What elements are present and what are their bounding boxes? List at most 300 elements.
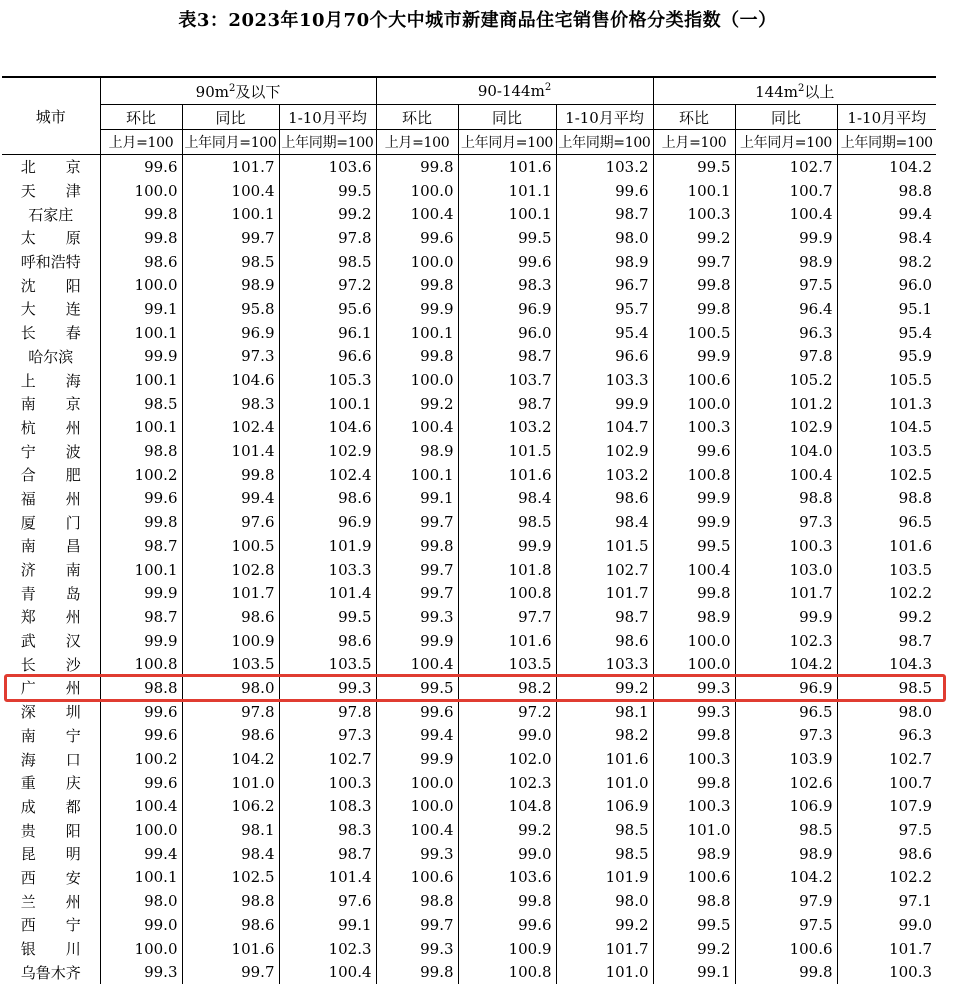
value-cell: 96.9 [735, 676, 837, 700]
value-cell: 99.9 [376, 747, 458, 771]
value-cell: 102.0 [458, 747, 556, 771]
value-cell: 100.1 [279, 392, 376, 416]
value-cell: 99.3 [653, 700, 735, 724]
value-cell: 98.3 [182, 392, 279, 416]
table-row [2, 463, 936, 487]
value-cell: 100.5 [182, 534, 279, 558]
value-cell: 98.9 [376, 439, 458, 463]
metric-header: 环比 [100, 105, 182, 130]
table-row [2, 273, 936, 297]
value-cell: 103.2 [556, 463, 653, 487]
value-cell: 99.8 [653, 297, 735, 321]
metric-header: 1-10月平均 [837, 105, 936, 130]
value-cell: 99.9 [735, 605, 837, 629]
value-cell: 99.1 [279, 913, 376, 937]
value-cell: 99.8 [735, 960, 837, 984]
value-cell: 101.9 [556, 866, 653, 890]
value-cell: 99.6 [100, 700, 182, 724]
value-cell: 100.0 [376, 250, 458, 274]
table-row [2, 297, 936, 321]
value-cell: 99.9 [100, 629, 182, 653]
city-column-header: 城市 [2, 77, 100, 155]
value-cell: 98.4 [458, 487, 556, 511]
city-cell: 成 都 [2, 795, 100, 819]
value-cell: 98.0 [556, 889, 653, 913]
value-cell: 100.0 [376, 179, 458, 203]
value-cell: 96.0 [458, 321, 556, 345]
city-cell: 天 津 [2, 179, 100, 203]
value-cell: 99.6 [100, 487, 182, 511]
value-cell: 100.0 [376, 795, 458, 819]
value-cell: 99.9 [653, 487, 735, 511]
table-row [2, 487, 936, 511]
value-cell: 104.8 [458, 795, 556, 819]
value-cell: 101.6 [182, 937, 279, 961]
city-cell: 昆 明 [2, 842, 100, 866]
table-row [2, 155, 936, 179]
value-cell: 98.9 [182, 273, 279, 297]
city-cell: 上 海 [2, 368, 100, 392]
value-cell: 98.5 [100, 392, 182, 416]
value-cell: 104.2 [182, 747, 279, 771]
value-cell: 99.6 [100, 724, 182, 748]
city-cell: 福 州 [2, 487, 100, 511]
value-cell: 99.5 [279, 605, 376, 629]
value-cell: 99.2 [653, 226, 735, 250]
value-cell: 98.8 [653, 889, 735, 913]
value-cell: 100.4 [182, 179, 279, 203]
value-cell: 104.6 [182, 368, 279, 392]
table-row [2, 439, 936, 463]
value-cell: 100.8 [458, 960, 556, 984]
value-cell: 102.7 [279, 747, 376, 771]
value-cell: 98.8 [376, 889, 458, 913]
value-cell: 100.1 [100, 558, 182, 582]
value-cell: 98.5 [735, 818, 837, 842]
value-cell: 99.2 [279, 202, 376, 226]
value-cell: 98.8 [735, 487, 837, 511]
value-cell: 99.2 [653, 937, 735, 961]
base-header-row [2, 130, 936, 155]
value-cell: 98.8 [100, 676, 182, 700]
value-cell: 99.1 [376, 487, 458, 511]
city-cell: 郑 州 [2, 605, 100, 629]
value-cell: 99.5 [376, 676, 458, 700]
value-cell: 102.8 [182, 558, 279, 582]
city-cell: 海 口 [2, 747, 100, 771]
value-cell: 99.1 [653, 960, 735, 984]
value-cell: 96.4 [735, 297, 837, 321]
value-cell: 103.9 [735, 747, 837, 771]
table-row [2, 510, 936, 534]
value-cell: 102.7 [889, 750, 933, 769]
base-header: 上月=100 [100, 130, 182, 155]
value-cell: 100.3 [653, 747, 735, 771]
value-cell: 100.3 [735, 534, 837, 558]
value-cell: 103.6 [458, 866, 556, 890]
value-cell: 99.9 [653, 345, 735, 369]
city-cell: 西 安 [2, 866, 100, 890]
value-cell: 99.6 [556, 179, 653, 203]
city-cell: 北 京 [2, 155, 100, 179]
value-cell: 98.6 [279, 487, 376, 511]
value-cell: 99.0 [458, 842, 556, 866]
value-cell: 97.8 [279, 700, 376, 724]
value-cell: 100.1 [100, 866, 182, 890]
value-cell: 100.8 [100, 652, 182, 676]
value-cell: 98.8 [898, 181, 933, 200]
value-cell: 97.2 [279, 273, 376, 297]
value-cell: 99.7 [376, 510, 458, 534]
value-cell: 101.6 [889, 536, 933, 555]
group-header-row [2, 77, 936, 105]
value-cell: 102.5 [889, 465, 933, 484]
city-cell: 宁 波 [2, 439, 100, 463]
value-cell: 102.4 [279, 463, 376, 487]
value-cell: 102.3 [458, 771, 556, 795]
city-cell: 济 南 [2, 558, 100, 582]
table-row [2, 771, 936, 795]
value-cell: 101.7 [889, 939, 933, 958]
value-cell: 99.9 [458, 534, 556, 558]
city-cell: 南 宁 [2, 724, 100, 748]
value-cell: 105.5 [889, 371, 933, 390]
city-cell: 哈尔滨 [2, 345, 100, 369]
value-cell: 98.6 [182, 724, 279, 748]
value-cell: 95.8 [182, 297, 279, 321]
value-cell: 103.3 [556, 368, 653, 392]
value-cell: 101.5 [458, 439, 556, 463]
metric-header: 1-10月平均 [556, 105, 653, 130]
value-cell: 99.4 [100, 842, 182, 866]
value-cell: 98.2 [556, 724, 653, 748]
value-cell: 104.7 [556, 416, 653, 440]
value-cell: 96.9 [458, 297, 556, 321]
value-cell: 100.3 [653, 202, 735, 226]
value-cell: 96.5 [898, 513, 933, 532]
city-cell: 石家庄 [2, 202, 100, 226]
value-cell: 98.9 [735, 250, 837, 274]
value-cell: 100.1 [653, 179, 735, 203]
value-cell: 102.3 [735, 629, 837, 653]
value-cell: 102.7 [556, 558, 653, 582]
value-cell: 100.6 [376, 866, 458, 890]
value-cell: 99.8 [653, 771, 735, 795]
value-cell: 101.8 [458, 558, 556, 582]
value-cell: 98.0 [898, 702, 933, 721]
table-row [2, 629, 936, 653]
value-cell: 98.1 [556, 700, 653, 724]
value-cell: 100.5 [653, 321, 735, 345]
value-cell: 99.6 [100, 155, 182, 179]
table-row [2, 534, 936, 558]
value-cell: 100.0 [653, 652, 735, 676]
value-cell: 98.7 [556, 605, 653, 629]
value-cell: 99.3 [100, 960, 182, 984]
value-cell: 99.8 [376, 155, 458, 179]
value-cell: 98.5 [458, 510, 556, 534]
base-header: 上年同期=100 [837, 130, 936, 155]
value-cell: 100.4 [653, 558, 735, 582]
value-cell: 95.4 [898, 323, 933, 342]
value-cell: 98.8 [898, 489, 933, 508]
value-cell: 98.7 [100, 605, 182, 629]
value-cell: 99.5 [279, 179, 376, 203]
value-cell: 98.2 [898, 252, 933, 271]
value-cell: 99.8 [653, 581, 735, 605]
table-row [2, 368, 936, 392]
value-cell: 98.4 [182, 842, 279, 866]
value-cell: 102.3 [279, 937, 376, 961]
table-row [2, 202, 936, 226]
value-cell: 98.6 [898, 844, 933, 863]
value-cell: 104.5 [889, 418, 933, 437]
value-cell: 105.2 [735, 368, 837, 392]
value-cell: 98.0 [182, 676, 279, 700]
base-header: 上月=100 [653, 130, 735, 155]
value-cell: 104.2 [889, 157, 933, 176]
city-cell: 武 汉 [2, 629, 100, 653]
value-cell: 99.2 [556, 676, 653, 700]
value-cell: 96.3 [898, 726, 933, 745]
value-cell: 99.2 [898, 607, 933, 626]
city-cell: 长 春 [2, 321, 100, 345]
value-cell: 106.9 [735, 795, 837, 819]
value-cell: 99.8 [376, 273, 458, 297]
table-row [2, 605, 936, 629]
value-cell: 98.4 [898, 228, 933, 247]
value-cell: 99.3 [279, 676, 376, 700]
table-title: 表3：2023年10月70个大中城市新建商品住宅销售价格分类指数（一） [178, 10, 777, 31]
value-cell: 98.7 [458, 345, 556, 369]
value-cell: 98.6 [100, 250, 182, 274]
value-cell: 102.7 [735, 155, 837, 179]
value-cell: 100.2 [100, 463, 182, 487]
value-cell: 98.7 [556, 202, 653, 226]
value-cell: 101.6 [458, 155, 556, 179]
value-cell: 100.1 [182, 202, 279, 226]
table-row [2, 581, 936, 605]
value-cell: 101.6 [458, 629, 556, 653]
value-cell: 100.8 [458, 581, 556, 605]
value-cell: 99.8 [100, 510, 182, 534]
table-row [2, 652, 936, 676]
value-cell: 100.4 [376, 202, 458, 226]
city-cell: 南 京 [2, 392, 100, 416]
value-cell: 97.8 [182, 700, 279, 724]
value-cell: 96.6 [556, 345, 653, 369]
value-cell: 103.3 [556, 652, 653, 676]
table-row [2, 700, 936, 724]
table-row [2, 416, 936, 440]
value-cell: 99.2 [376, 392, 458, 416]
table-body [2, 155, 936, 985]
value-cell: 96.0 [898, 276, 933, 295]
value-cell: 98.5 [279, 250, 376, 274]
value-cell: 103.2 [556, 155, 653, 179]
value-cell: 99.3 [376, 842, 458, 866]
value-cell: 101.9 [279, 534, 376, 558]
value-cell: 99.3 [653, 676, 735, 700]
value-cell: 96.5 [735, 700, 837, 724]
value-cell: 99.7 [376, 558, 458, 582]
value-cell: 95.1 [898, 299, 933, 318]
value-cell: 102.2 [889, 584, 933, 603]
value-cell: 101.7 [556, 937, 653, 961]
value-cell: 98.6 [279, 629, 376, 653]
value-cell: 95.6 [279, 297, 376, 321]
city-cell: 深 圳 [2, 700, 100, 724]
value-cell: 98.6 [182, 605, 279, 629]
value-cell: 100.7 [735, 179, 837, 203]
value-cell: 99.3 [376, 937, 458, 961]
value-cell: 101.1 [458, 179, 556, 203]
value-cell: 100.1 [100, 416, 182, 440]
value-cell: 98.4 [556, 510, 653, 534]
value-cell: 98.6 [556, 487, 653, 511]
value-cell: 99.9 [376, 297, 458, 321]
table-row [2, 960, 936, 984]
value-cell: 101.0 [182, 771, 279, 795]
value-cell: 103.5 [458, 652, 556, 676]
value-cell: 99.0 [898, 915, 933, 934]
value-cell: 97.8 [735, 345, 837, 369]
value-cell: 98.9 [653, 605, 735, 629]
value-cell: 98.7 [898, 631, 933, 650]
value-cell: 98.8 [100, 439, 182, 463]
value-cell: 99.4 [182, 487, 279, 511]
value-cell: 97.5 [735, 913, 837, 937]
value-cell: 97.3 [279, 724, 376, 748]
value-cell: 99.8 [376, 960, 458, 984]
value-cell: 100.3 [279, 771, 376, 795]
value-cell: 98.0 [100, 889, 182, 913]
table-row [2, 937, 936, 961]
value-cell: 100.0 [100, 179, 182, 203]
value-cell: 98.5 [556, 818, 653, 842]
value-cell: 99.8 [376, 345, 458, 369]
value-cell: 99.6 [653, 439, 735, 463]
value-cell: 104.6 [279, 416, 376, 440]
value-cell: 100.4 [376, 416, 458, 440]
metric-header: 同比 [458, 105, 556, 130]
value-cell: 98.7 [279, 842, 376, 866]
city-cell: 乌鲁木齐 [2, 960, 100, 984]
value-cell: 99.5 [653, 534, 735, 558]
value-cell: 99.9 [735, 226, 837, 250]
value-cell: 100.3 [653, 795, 735, 819]
value-cell: 100.0 [100, 273, 182, 297]
value-cell: 103.3 [279, 558, 376, 582]
value-cell: 102.5 [182, 866, 279, 890]
table-row [2, 558, 936, 582]
value-cell: 101.0 [653, 818, 735, 842]
value-cell: 99.9 [556, 392, 653, 416]
table-row [2, 345, 936, 369]
city-cell: 重 庆 [2, 771, 100, 795]
value-cell: 97.2 [458, 700, 556, 724]
value-cell: 100.4 [376, 818, 458, 842]
value-cell: 101.2 [735, 392, 837, 416]
value-cell: 101.7 [735, 581, 837, 605]
value-cell: 101.3 [889, 394, 933, 413]
value-cell: 100.4 [279, 960, 376, 984]
value-cell: 99.6 [376, 700, 458, 724]
value-cell: 96.1 [279, 321, 376, 345]
value-cell: 99.9 [653, 510, 735, 534]
base-header: 上年同月=100 [735, 130, 837, 155]
value-cell: 101.5 [556, 534, 653, 558]
value-cell: 100.0 [653, 392, 735, 416]
value-cell: 100.3 [889, 963, 933, 982]
value-cell: 95.4 [556, 321, 653, 345]
base-header: 上年同月=100 [458, 130, 556, 155]
value-cell: 102.4 [182, 416, 279, 440]
value-cell: 97.5 [898, 821, 933, 840]
value-cell: 99.0 [100, 913, 182, 937]
value-cell: 98.6 [556, 629, 653, 653]
value-cell: 100.9 [182, 629, 279, 653]
value-cell: 100.4 [735, 202, 837, 226]
metric-header: 1-10月平均 [279, 105, 376, 130]
value-cell: 100.7 [889, 773, 933, 792]
value-cell: 98.3 [458, 273, 556, 297]
value-cell: 99.9 [100, 345, 182, 369]
value-cell: 100.6 [653, 368, 735, 392]
value-cell: 97.6 [182, 510, 279, 534]
value-cell: 98.5 [898, 678, 933, 697]
value-cell: 99.6 [100, 771, 182, 795]
value-cell: 99.4 [376, 724, 458, 748]
value-cell: 100.6 [653, 866, 735, 890]
value-cell: 103.0 [735, 558, 837, 582]
base-header: 上年同期=100 [279, 130, 376, 155]
value-cell: 102.9 [556, 439, 653, 463]
value-cell: 101.4 [279, 581, 376, 605]
value-cell: 98.9 [735, 842, 837, 866]
value-cell: 99.6 [376, 226, 458, 250]
value-cell: 98.8 [182, 889, 279, 913]
value-cell: 97.3 [182, 345, 279, 369]
city-cell: 广 州 [2, 676, 100, 700]
value-cell: 101.7 [182, 581, 279, 605]
table-row [2, 795, 936, 819]
city-cell: 南 昌 [2, 534, 100, 558]
table-row [2, 747, 936, 771]
value-cell: 98.5 [556, 842, 653, 866]
value-cell: 95.9 [898, 347, 933, 366]
value-cell: 104.3 [889, 655, 933, 674]
value-cell: 101.4 [182, 439, 279, 463]
value-cell: 99.8 [376, 534, 458, 558]
value-cell: 96.7 [556, 273, 653, 297]
value-cell: 99.8 [458, 889, 556, 913]
value-cell: 104.2 [735, 866, 837, 890]
table-row [2, 250, 936, 274]
city-cell: 厦 门 [2, 510, 100, 534]
city-cell: 兰 州 [2, 889, 100, 913]
value-cell: 99.9 [100, 581, 182, 605]
value-cell: 105.3 [279, 368, 376, 392]
city-cell: 杭 州 [2, 416, 100, 440]
value-cell: 100.0 [100, 937, 182, 961]
value-cell: 97.1 [898, 892, 933, 911]
value-cell: 107.9 [889, 797, 933, 816]
value-cell: 100.9 [458, 937, 556, 961]
value-cell: 98.7 [458, 392, 556, 416]
value-cell: 99.7 [182, 960, 279, 984]
table-row [2, 889, 936, 913]
